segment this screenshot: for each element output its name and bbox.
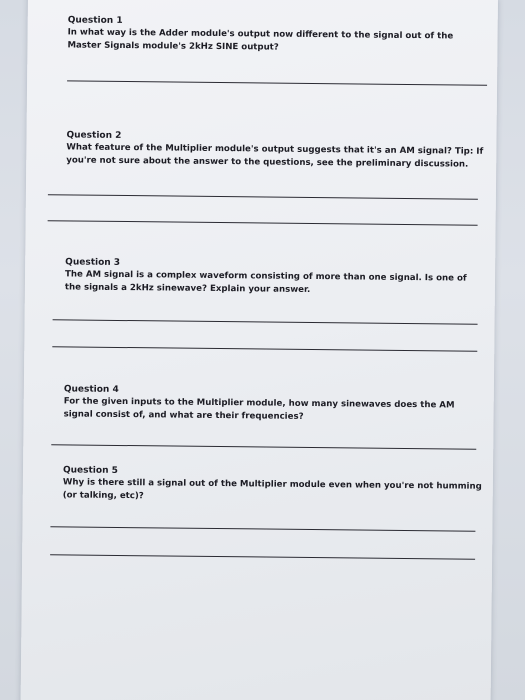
answer-line [51, 444, 476, 449]
answer-line [53, 319, 478, 324]
answer-line [48, 220, 478, 226]
question-5 [63, 464, 483, 506]
question-5-text: Why is there still a signal out of the Multiplier module even when you're not humming (or talking, etc)? [62, 477, 482, 502]
answer-line [67, 80, 487, 85]
question-4-title: Question 4 [63, 384, 119, 395]
question-2-text: What feature of the Multiplier module's output suggests that it's an AM signal? Tip: If you're not sure about the answer to the questions, see the preliminary discussion. [66, 142, 484, 170]
question-1-text: In what way is the Adder module's output now different to the signal out of the Master Signals module's 2kHz SINE output? [67, 27, 454, 53]
question-4 [64, 383, 484, 425]
answer-line [50, 554, 475, 559]
answer-line [52, 346, 477, 351]
question-3-text: The AM signal is a complex waveform consisting of more than one signal. Is one of the signals a 2kHz sinewave? Explain your answer. [64, 269, 467, 295]
question-2 [66, 129, 486, 171]
question-1 [67, 14, 487, 56]
question-1-title: Question 1 [67, 15, 123, 26]
question-3-title: Question 3 [65, 257, 121, 268]
question-5-title: Question 5 [62, 465, 118, 476]
answer-line [50, 526, 475, 531]
answer-line [48, 194, 478, 200]
question-3 [65, 256, 485, 298]
worksheet-page [20, 0, 498, 700]
question-4-text: For the given inputs to the Multiplier module, how many sinewaves does the AM signal consist of, and what are their frequencies? [63, 396, 455, 422]
question-2-title: Question 2 [66, 130, 122, 141]
